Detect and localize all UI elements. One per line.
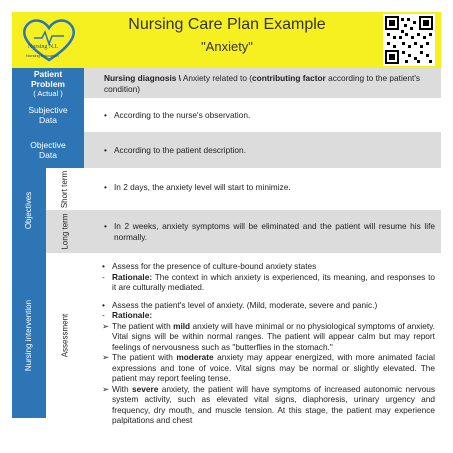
- intervention-text: [84, 253, 441, 425]
- label-assessment: [46, 253, 84, 418]
- rationale-text: anxiety, the patient will have symptoms of increased autonomic nervous system activity, such as elevated vital signs, diaphoresis, urinary urgency and frequency, dry mouth, and muscle tension. At this stage, the patient may experience palpitations and chest: [112, 383, 436, 425]
- long-term-value: In 2 weeks, anxiety symptoms will be eliminated and the patient will resume his life normally.: [114, 221, 435, 242]
- label-text: Assessment: [60, 313, 70, 358]
- subjective-text: [84, 98, 441, 132]
- label-long-term: [46, 210, 84, 253]
- bullet-icon: •: [102, 299, 105, 310]
- rationale-text: The context in which anxiety is experienced, its meaning, and responses to it are culturally mediated.: [112, 271, 435, 292]
- label-line: Data: [39, 115, 57, 125]
- row-subjective: [12, 98, 441, 132]
- page-subtitle: "Anxiety": [201, 39, 253, 54]
- label-text: Nursing intervention: [24, 299, 34, 372]
- arrow-bullet-icon: ➢: [102, 352, 109, 362]
- diagnosis-lead: Nursing diagnosis \: [104, 73, 181, 83]
- page-title: Nursing Care Plan Example: [128, 16, 326, 33]
- dash-icon: -: [102, 271, 105, 282]
- row-patient-problem: [12, 68, 441, 98]
- header-banner: [12, 12, 441, 68]
- short-term-text: [84, 168, 441, 210]
- label-short-term: [46, 168, 84, 210]
- rationale-pre: The patient with: [112, 352, 177, 362]
- rationale-text: anxiety may appear energized, with more animated facial expressions and tone of voice. Vital signs may be normal or slightly elevated. The patient may report feeling tense.: [112, 352, 435, 383]
- label-line: Objective: [30, 140, 66, 150]
- assessment-item: Assess the patient's level of anxiety. (Mild, moderate, severe and panic.): [112, 299, 378, 310]
- diagnosis-mid: Anxiety related to (: [181, 73, 253, 83]
- label-line: Data: [39, 150, 57, 160]
- rationale-text: anxiety will have minimal or no physiological symptoms of anxiety. Vital signs will be within normal ranges. The patient will appear calm but may report feelings of nervousness such as "butterflies in the stomach.": [112, 320, 435, 352]
- rationale-head: Rationale:: [112, 271, 153, 282]
- row-objectives: [12, 168, 441, 253]
- subjective-value: According to the nurse's observation.: [114, 110, 251, 120]
- assessment-item: Assess for the presence of culture-bound anxiety states: [112, 261, 317, 271]
- problem-text: [84, 68, 441, 98]
- row-objective: [12, 132, 441, 168]
- logo-subtext: Nursing Education: [26, 53, 59, 58]
- bullet-icon: •: [102, 261, 105, 271]
- label-nursing-intervention: [12, 253, 46, 418]
- label-subjective: [12, 98, 84, 132]
- rationale-bold: mild: [173, 320, 191, 331]
- objective-value: According to the patient description.: [114, 145, 246, 155]
- label-objectives: [12, 168, 46, 253]
- rationale-pre: The patient with: [112, 320, 174, 331]
- bullet-icon: •: [104, 182, 107, 192]
- rationale-head: Rationale:: [112, 310, 153, 320]
- dash-icon: -: [102, 310, 105, 320]
- diagnosis-bold: contributing factor: [252, 73, 326, 83]
- arrow-bullet-icon: ➢: [102, 383, 109, 394]
- label-text: Short term: [60, 170, 70, 208]
- objective-text: [84, 132, 441, 168]
- logo-text: Nursing N.L: [28, 44, 59, 50]
- logo-heart-icon: [14, 14, 84, 66]
- bullet-icon: •: [104, 110, 107, 120]
- diagnosis-end: according to the patient's condition): [104, 73, 421, 94]
- long-term-text: [84, 210, 441, 253]
- label-line: Patient: [33, 68, 63, 79]
- label-patient-problem: [12, 68, 84, 98]
- label-line: ( Actual ): [33, 88, 63, 98]
- bullet-icon: •: [104, 145, 107, 155]
- rationale-pre: With: [112, 383, 133, 394]
- short-term-value: In 2 days, the anxiety level will start to minimize.: [114, 182, 291, 192]
- label-text: Objectives: [24, 191, 34, 230]
- logo: [14, 14, 84, 66]
- qr-code-icon: [383, 14, 435, 66]
- label-line: Subjective: [28, 105, 68, 115]
- label-line: Problem: [30, 78, 65, 89]
- row-intervention: [12, 253, 441, 425]
- label-text: Long term: [60, 213, 70, 250]
- rationale-bold: severe: [132, 383, 159, 394]
- arrow-bullet-icon: ➢: [102, 320, 109, 331]
- label-objective: [12, 132, 84, 168]
- rationale-bold: moderate: [176, 352, 214, 362]
- care-plan-table: [12, 68, 441, 425]
- bullet-icon: •: [104, 221, 107, 231]
